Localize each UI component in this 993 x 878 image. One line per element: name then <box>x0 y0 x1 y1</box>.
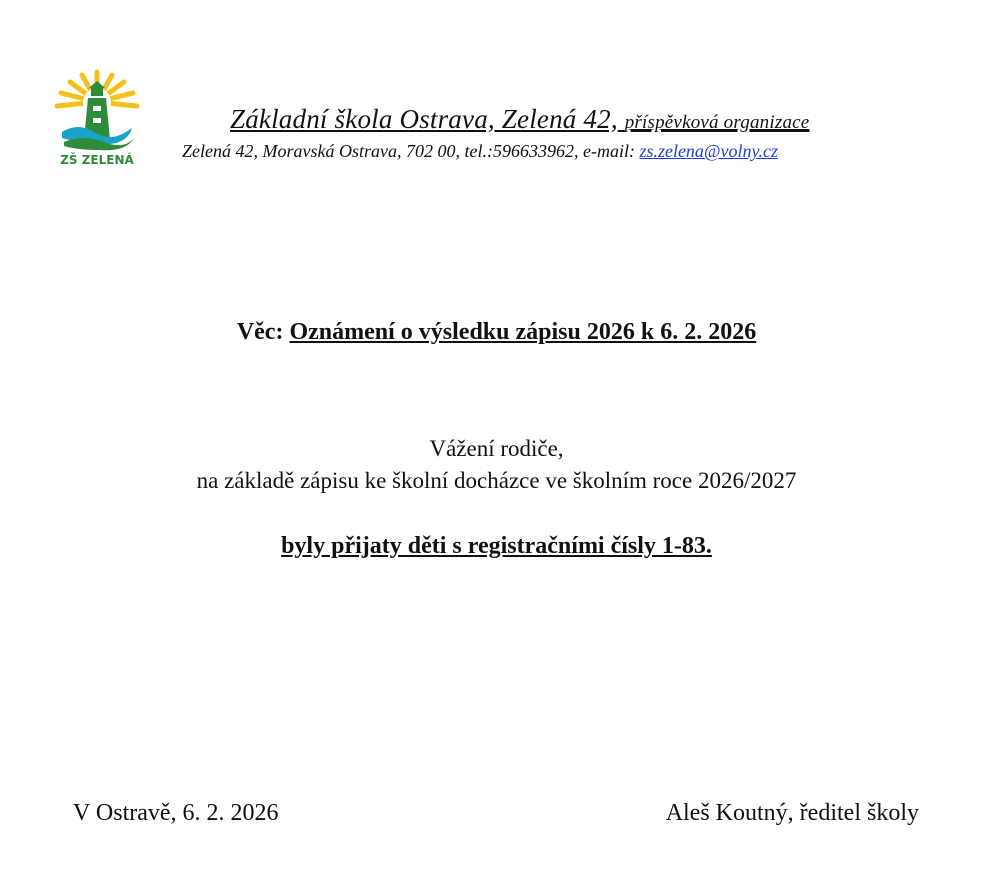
email-link[interactable]: zs.zelena@volny.cz <box>639 141 778 161</box>
subject-label: Věc: <box>236 319 284 345</box>
lighthouse-icon <box>48 62 146 172</box>
school-logo <box>48 62 146 172</box>
subject-line <box>0 319 993 346</box>
school-address: Zelená 42, Moravská Ostrava, 702 00, tel.:596633962, e-mail: <box>182 141 640 161</box>
greeting: Vážení rodiče, <box>429 436 564 461</box>
school-name: Základní škola Ostrava, Zelená 42, <box>230 104 618 134</box>
signature: Aleš Koutný, ředitel školy <box>665 800 919 826</box>
organization-type: příspěvková organizace <box>624 112 810 133</box>
place-date: V Ostravě, 6. 2. 2026 <box>73 800 279 826</box>
school-address-line <box>182 141 778 162</box>
school-name-line <box>230 104 809 135</box>
subject-text: Oznámení o výsledku zápisu 2026 k 6. 2. 2026 <box>289 319 757 345</box>
logo-text: ZŠ ZELENÁ <box>60 153 134 167</box>
intro-text: na základě zápisu ke školní docházce ve školním roce 2026/2027 <box>196 468 797 493</box>
result-text: byly přijaty děti s registračními čísly 1-83. <box>281 533 712 559</box>
